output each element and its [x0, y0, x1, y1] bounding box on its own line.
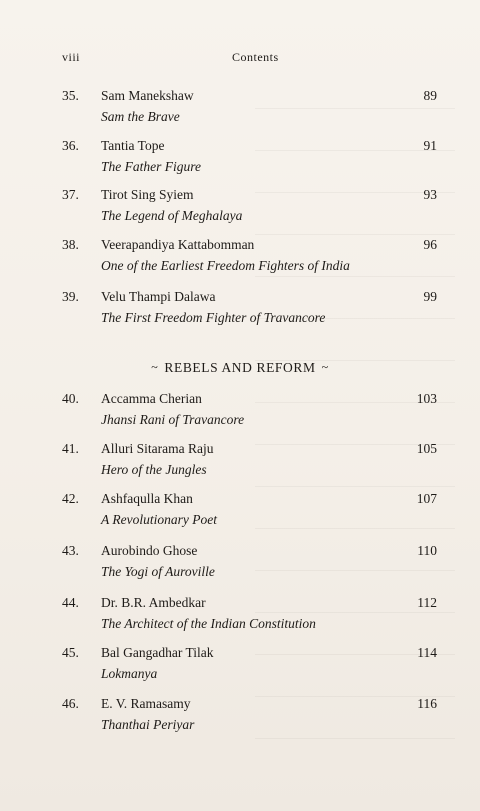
entry-subtitle: Hero of the Jungles: [101, 462, 207, 477]
toc-entry: [0, 543, 480, 587]
entry-name: Aurobindo Ghose: [101, 543, 198, 558]
entry-page-number: 103: [416, 391, 437, 406]
entry-subtitle: The First Freedom Fighter of Travancore: [101, 310, 326, 325]
toc-entry: [0, 491, 480, 535]
entry-page-number: 107: [416, 491, 437, 506]
entry-page-number: 116: [417, 696, 437, 711]
entry-number: 43.: [62, 543, 79, 558]
entry-name: Tirot Sing Syiem: [101, 187, 194, 202]
entry-number: 42.: [62, 491, 79, 506]
entry-page-number: 91: [423, 138, 437, 153]
toc-entry: [0, 595, 480, 639]
entry-number: 41.: [62, 441, 79, 456]
entry-number: 38.: [62, 237, 79, 252]
toc-entry: [0, 187, 480, 231]
toc-entry: [0, 441, 480, 485]
running-head: [0, 50, 480, 70]
toc-entry: [0, 645, 480, 689]
entry-name: E. V. Ramasamy: [101, 696, 191, 711]
entry-page-number: 105: [416, 441, 437, 456]
entry-page-number: 93: [423, 187, 437, 202]
toc-entry: [0, 696, 480, 740]
entry-subtitle: A Revolutionary Poet: [101, 512, 217, 527]
entry-number: 36.: [62, 138, 79, 153]
section-title: REBELS AND REFORM: [164, 360, 316, 375]
entry-page-number: 89: [423, 88, 437, 103]
toc-entry: [0, 237, 480, 281]
entry-name: Tantia Tope: [101, 138, 165, 153]
entry-name: Ashfaqulla Khan: [101, 491, 193, 506]
entry-name: Velu Thampi Dalawa: [101, 289, 216, 304]
entry-name: Sam Manekshaw: [101, 88, 194, 103]
entry-subtitle: The Father Figure: [101, 159, 201, 174]
entry-subtitle: The Yogi of Auroville: [101, 564, 215, 579]
section-ornament-left: ~: [151, 360, 159, 374]
entry-number: 35.: [62, 88, 79, 103]
entry-page-number: 114: [417, 645, 437, 660]
toc-entry: [0, 138, 480, 182]
entry-number: 39.: [62, 289, 79, 304]
entry-name: Alluri Sitarama Raju: [101, 441, 214, 456]
folio-number: viii: [62, 50, 81, 64]
entry-page-number: 110: [417, 543, 437, 558]
section-ornament-right: ~: [321, 360, 329, 374]
entry-subtitle: The Architect of the Indian Constitution: [101, 616, 316, 631]
entry-subtitle: Lokmanya: [101, 666, 158, 681]
entry-name: Bal Gangadhar Tilak: [101, 645, 214, 660]
entry-subtitle: The Legend of Meghalaya: [101, 208, 243, 223]
entry-subtitle: Jhansi Rani of Travancore: [101, 412, 245, 427]
entry-number: 46.: [62, 696, 79, 711]
entry-number: 45.: [62, 645, 79, 660]
entry-subtitle: One of the Earliest Freedom Fighters of India: [101, 258, 350, 273]
entry-name: Accamma Cherian: [101, 391, 202, 406]
toc-entry: [0, 289, 480, 333]
entry-number: 44.: [62, 595, 79, 610]
entry-page-number: 112: [417, 595, 437, 610]
toc-entry: [0, 391, 480, 435]
entry-number: 37.: [62, 187, 79, 202]
running-head-title: Contents: [232, 50, 279, 64]
entry-name: Dr. B.R. Ambedkar: [101, 595, 206, 610]
section-heading: [0, 360, 480, 376]
entry-page-number: 96: [423, 237, 437, 252]
toc-entry: [0, 88, 480, 132]
entry-subtitle: Thanthai Periyar: [101, 717, 195, 732]
entry-page-number: 99: [423, 289, 437, 304]
entry-subtitle: Sam the Brave: [101, 109, 180, 124]
entry-name: Veerapandiya Kattabomman: [101, 237, 255, 252]
entry-number: 40.: [62, 391, 79, 406]
